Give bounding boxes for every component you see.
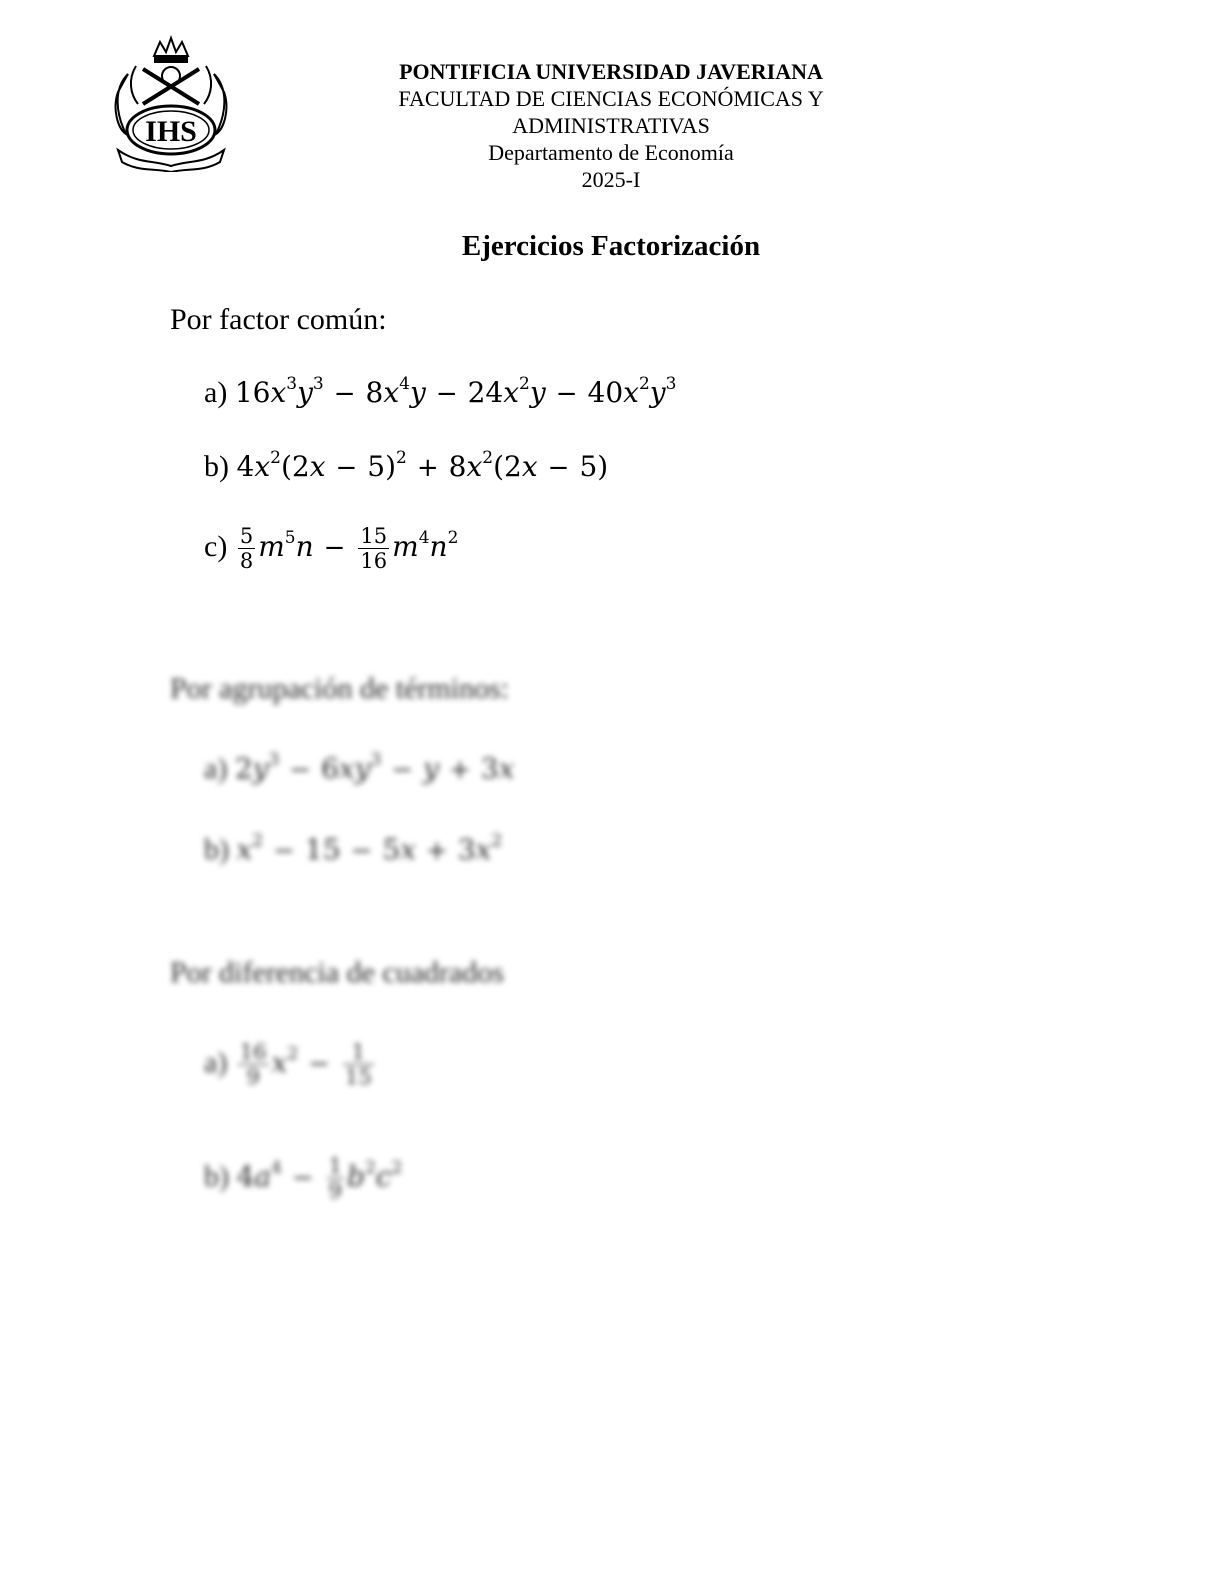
exercise-label: a)	[204, 752, 228, 785]
exercise-label: c)	[204, 530, 228, 563]
faculty-name-line2: ADMINISTRATIVAS	[512, 113, 710, 138]
exercise-3b	[204, 1154, 402, 1203]
section-heading-diferencia-cuadrados: Por diferencia de cuadrados	[170, 956, 505, 989]
seal-monogram: IHS	[145, 115, 197, 148]
faculty-name-line1: FACULTAD DE CIENCIAS ECONÓMICAS Y	[398, 86, 824, 111]
exercise-label: b)	[204, 450, 229, 483]
exercise-expression: $x^2 - 15 - 5x + 3x^2$	[236, 831, 503, 866]
javeriana-seal-icon	[108, 34, 234, 172]
page-title: Ejercicios Factorización	[461, 230, 761, 262]
section-heading-factor-comun: Por factor común:	[170, 303, 387, 336]
section-heading-agrupacion: Por agrupación de términos:	[170, 672, 510, 705]
exercise-expression: $\frac{16}{9}$ $x^2$ − $\frac{1}{15}$	[239, 1040, 372, 1089]
exercise-2b	[204, 833, 502, 867]
exercise-expression: $\frac{5}{8}$ $m^5n$ − $\frac{15}{16}$ $m^4n^2$	[239, 524, 459, 573]
department-name: Departamento de Economía	[488, 140, 734, 165]
exercise-expression: $4x^2(2x - 5)^2 + 8x^2(2x - 5)$	[236, 448, 609, 483]
exercise-1a	[204, 376, 676, 410]
exercise-expression: $16x^3y^3 - 8x^4y - 24x^2y - 40x^2y^3$	[234, 374, 677, 409]
exercise-expression: $4a^4$ − $\frac{1}{9}$ $b^2c^2$	[236, 1154, 403, 1203]
exercise-label: a)	[204, 376, 228, 409]
exercise-expression: $2y^3 - 6xy^3 - y + 3x$	[234, 750, 515, 785]
exercise-3a	[204, 1040, 377, 1089]
exercise-label: b)	[204, 1160, 229, 1193]
exercise-1c	[204, 524, 458, 573]
exercise-label: b)	[204, 833, 229, 866]
term: 2025-I	[581, 167, 641, 192]
document-header	[360, 58, 862, 193]
exercise-2a	[204, 752, 514, 786]
university-name: PONTIFICIA UNIVERSIDAD JAVERIANA	[399, 59, 823, 84]
exercise-1b	[204, 450, 608, 484]
exercise-label: a)	[204, 1046, 228, 1079]
